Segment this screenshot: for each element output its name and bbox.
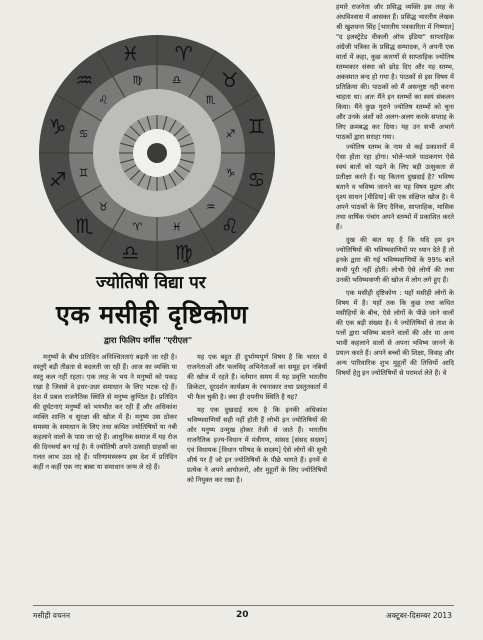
inner-sign-icon: ♈ bbox=[132, 220, 143, 234]
zodiac-sign-icon: ♉ bbox=[220, 68, 239, 93]
footer-issue-date: अक्टूबर-दिसम्बर 2013 bbox=[386, 611, 452, 620]
zodiac-sign-icon: ♏ bbox=[75, 213, 94, 238]
inner-sign-icon: ♑ bbox=[225, 166, 236, 180]
paragraph: यह एक बहुत ही दुर्भाग्यपूर्ण विषय है कि भारत में राजनेताओं और फलविद् अभिनेताओं का समूह इन नबियों की खोज में रहते हैं। वर्तमान समय में यह प्रवृत्ति भारतीय क्रिकेटर, दूरदर्शन कार्यक्रम के रचनाकार तथा प्रस्तुतकर्ता में भी फैल चुकी है। क्या ही दयनीय स्थिति है यह? bbox=[187, 353, 327, 401]
zodiac-sign-icon: ♌ bbox=[220, 213, 239, 238]
zodiac-wheel-illustration bbox=[38, 34, 276, 272]
zodiac-sign-icon: ♓ bbox=[121, 41, 140, 66]
paragraph: मनुष्यों के बीच प्रतिदिन अनिश्चितताएं बढ़ती जा रही है। वस्तुएँ बड़ी तीव्रता से बदलती जा रही हैं। आज का व्यक्ति या वस्तु कल नहीं रहता। एक तरह के भय ने मनुष्यों को पकड़ रखा है जिससे वे इधर-उधर समाधान के लिए भटक रहे हैं। देश में प्रबल राजनैतिक स्थिति से मनुष्य कुण्ठित है। प्रतिदिन की दुर्घटनाएं मनुष्यों को भयभीत कर रही हैं और अधिकांश व्यक्ति शान्ति व सुरक्षा की खोज में हैं। मनुष्य उस ठोकर समस्या के समाधान के लिए तथा कथित ज्योतिषियों या नबी कहलाने वालों के पास जा रहे हैं। आधुनिक समाज में यह रोज की दिनचर्या बन गई है। ये ज्योतिषी अपने उत्साही ग्राहकों का गलत लाभ उठा रहे हैं। परिणामस्वरूप इस देश में प्रतिदिन कहीं न कहीं एक नए बाबा या समाधान जन्म ले रहे हैं। bbox=[33, 353, 177, 471]
text-column-1 bbox=[33, 352, 177, 592]
inner-sign-icon: ♌ bbox=[98, 93, 109, 107]
footer-magazine-name: मसीही वचनन bbox=[33, 611, 71, 620]
zodiac-sign-icon: ♒ bbox=[75, 68, 94, 93]
paragraph: एक मसीही दृष्टिकोण : यहाँ मसीही लोगों के विषय में है। यहाँ तक कि कुछ तथा कथित मसीहियों के बीच, ऐसे लोगों के पीछे जाने वालों की एक बड़ी संख्या है। ये ज्योतिषियों से ताश के पत्तों द्वारा भविष्य बताने वालों की ओर या अन्य भावी कहलाने वालों से अपना भविष्य जानने के प्रयत्न करते हैं। अपने बच्चों की शिक्षा, विवाह और अन्य पारिवारिक शुभ मुहूर्तों की तिथियों आदि विषयों हेतु इन ज्योतिषियों से परामर्श लेते हैं। वे bbox=[336, 289, 454, 377]
inner-sign-icon: ♍ bbox=[132, 73, 143, 87]
zodiac-sign-icon: ♎ bbox=[121, 240, 140, 265]
inner-sign-icon: ♋ bbox=[78, 127, 89, 141]
inner-sign-icon: ♊ bbox=[78, 166, 89, 180]
zodiac-sign-icon: ♐ bbox=[48, 167, 67, 192]
zodiac-sign-icon: ♊ bbox=[247, 114, 266, 139]
article-byline: द्वारा फिलिप वर्गीस "एरीएल" bbox=[104, 335, 193, 345]
page-number: 20 bbox=[236, 610, 249, 620]
footer-divider bbox=[33, 605, 454, 606]
paragraph: हमारे राजनेता और प्रसिद्ध व्यक्ति इस तरह के अंधविश्वास में आसक्त हैं। प्रसिद्ध भारतीय लेखक श्री खुशवन्त सिंह [भारतीय पत्रकारिता में निष्णात] "द इलस्ट्रेटेड वीकली ऑफ इंडिया" साप्ताहिक अंग्रेजी पत्रिका के प्रसिद्ध सम्पादक, ने अपनी एक वार्ता में कहा, कुछ कारणों से साप्ताहिक ज्योतिष स्तम्भकार संस्था को छोड़ दिए और यह स्तम्भ, अकस्मात बन्द हो गया है। पाठकों से इस विषय में प्रतिक्रिया की। पाठकों को मैं असन्तुष्ट नहीं करना चाहता था। अतः मैंने इन स्तम्भों का स्वयं संकलन किया। मैंने कुछ पुराने ज्योतिष स्तम्भों को चुना और उनके अंशों को अलग-अलग करके सप्ताह के लिए क्रमबद्ध कर दिया। यह उन सभी अभागे पाठकों द्वारा सराहा गया। bbox=[336, 3, 454, 141]
zodiac-sign-icon: ♋ bbox=[247, 167, 266, 192]
paragraph: ज्योतिष स्तम्भ के नाम से कई प्रकाशनों में ऐसा होता रहा होगा। भोले-भाले पाठकगण ऐसे स्वयं बातों को पढ़ने के लिए बड़ी उत्सुकता से प्रतीक्षा करते हैं। यह कितना दुखदाई है? भविष्य बताने व भविष्य जानने का यह विषय मुद्रण और दृश्य साधन [मीडिया] की एक संक्षिप्त खोज है। ये अपने पाठकों के लिए दैनिक, साप्ताहिक, मासिक तथा वार्षिक पंचांग अपने स्तम्भों में प्रकाशित करते हैं। bbox=[336, 143, 454, 231]
paragraph: यह एक दुखदाई सत्य है कि इनकी अधिकांश भविष्यवाणियाँ सही नहीं होती हैं लोभी इन ज्योतिषियों की ओर मनुष्य उन्मुख होकर तेजी से जाते हैं। भारतीय राजनैतिक इज्य-विधान में मंत्रीगण, सांसद [संसद सदस्य] एवं विधायक [विधान परिषद के सदस्य] ऐसे लोगों की सूची शीर्ष पर हैं जो इन ज्योतिषियों के पीछे भागते हैं। इनमें से प्रत्येक ने अपने आयोजनों, और मुहूर्तों के लिए ज्योतिषियों को नियुक्त कर रखा है। bbox=[187, 406, 327, 484]
zodiac-sign-icon: ♈ bbox=[174, 41, 193, 66]
inner-sign-icon: ♉ bbox=[98, 200, 109, 214]
article-title-line1: ज्योतिषी विद्या पर bbox=[96, 273, 206, 293]
inner-sign-icon: ♐ bbox=[225, 127, 236, 141]
zodiac-sign-icon: ♍ bbox=[174, 240, 193, 265]
inner-sign-icon: ♏ bbox=[205, 93, 216, 107]
inner-sign-icon: ♓ bbox=[171, 220, 182, 234]
inner-sign-icon: ♒ bbox=[205, 200, 216, 214]
paragraph: दुख की बात यह है कि यदि हम इन ज्योतिषियों की भविष्यवाणियों पर ध्यान देते हैं तो इनके द्वारा की गई भविष्यवाणियों के 99% बातें कभी पूरी नहीं होतीं। लोभी ऐसे लोगों की तथा उनकी भविष्यवाणी की खोज में लोग लगे हुए हैं। bbox=[336, 236, 454, 284]
text-column-3 bbox=[336, 2, 454, 592]
article-title-line2: एक मसीही दृष्टिकोण bbox=[56, 300, 249, 329]
inner-sign-icon: ♎ bbox=[171, 73, 182, 87]
zodiac-sign-icon: ♑ bbox=[48, 114, 67, 139]
text-column-2 bbox=[187, 352, 327, 592]
